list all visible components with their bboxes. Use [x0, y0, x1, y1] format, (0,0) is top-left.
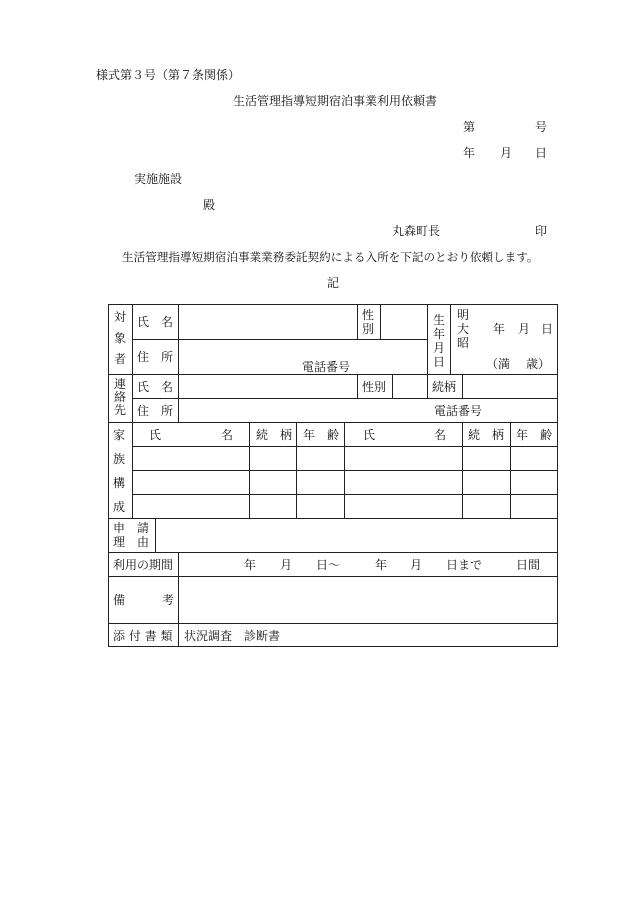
family-col-age-1: 年 齢 [303, 428, 340, 442]
date-month: 月 [500, 146, 513, 160]
contact-header: 連 絡 先 [113, 377, 126, 417]
family-header-2: 族 [113, 452, 126, 466]
age-close: 歳） [526, 357, 551, 371]
age-open: （満 [486, 357, 511, 371]
birth-label: 生 年 月 日 [432, 313, 445, 369]
date-day: 日 [535, 146, 548, 160]
contact-sex-label: 性別 [362, 380, 387, 394]
birth-month: 月 [518, 322, 531, 336]
number-suffix: 号 [535, 120, 548, 134]
attachments-label: 添 付 書 類 [113, 629, 173, 643]
relation-label: 続柄 [432, 380, 457, 394]
period-year-2: 年 [375, 558, 388, 572]
contact-phone-label: 電話番号 [434, 404, 483, 418]
period-days: 日間 [516, 558, 541, 572]
number-prefix: 第 [463, 120, 476, 134]
era-options: 明 大 昭 [457, 308, 470, 350]
birth-day: 日 [541, 322, 554, 336]
date-year: 年 [463, 146, 476, 160]
family-header-1: 家 [113, 428, 126, 442]
period-year-1: 年 [244, 558, 257, 572]
remarks-label-2: 考 [162, 593, 175, 607]
seal-mark: 印 [535, 224, 548, 238]
period-label: 利用の期間 [113, 558, 174, 572]
recipient-facility: 実施施設 [134, 172, 183, 186]
honorific: 殿 [203, 198, 216, 212]
contact-name-label: 氏 名 [137, 380, 174, 394]
family-col-age-2: 年 齢 [516, 428, 553, 442]
family-header-3: 構 [113, 476, 126, 490]
family-col-relation-2: 続 柄 [468, 428, 505, 442]
family-header-4: 成 [113, 500, 126, 514]
reason-label: 申 請 理 由 [113, 521, 150, 549]
form-title: 生活管理指導短期宿泊事業利用依頼書 [233, 94, 438, 108]
subject-address-label: 住 所 [137, 350, 174, 364]
subject-name-label: 氏 名 [137, 315, 174, 329]
body-text: 生活管理指導短期宿泊事業業務委託契約による入所を下記のとおり依頼します。 [122, 250, 539, 264]
period-day-1: 日〜 [316, 558, 341, 572]
contact-address-label: 住 所 [137, 404, 174, 418]
family-col-name-2b: 名 [434, 428, 447, 442]
remarks-label-1: 備 [113, 593, 126, 607]
ki-mark: 記 [327, 276, 340, 290]
attachments-value: 状況調査 診断書 [184, 629, 281, 643]
family-col-name-1a: 氏 [149, 428, 162, 442]
family-col-name-2a: 氏 [363, 428, 376, 442]
family-col-relation-1: 続 柄 [256, 428, 293, 442]
subject-phone-label: 電話番号 [302, 360, 351, 374]
form-number: 様式第３号（第７条関係） [96, 68, 241, 82]
period-month-1: 月 [280, 558, 293, 572]
sex-label: 性 別 [362, 308, 375, 336]
period-month-2: 月 [410, 558, 423, 572]
subject-header: 対 象 者 [113, 310, 126, 366]
birth-year: 年 [493, 322, 506, 336]
family-col-name-1b: 名 [221, 428, 234, 442]
sender: 丸森町長 [392, 224, 441, 238]
period-day-2: 日まで [446, 558, 483, 572]
